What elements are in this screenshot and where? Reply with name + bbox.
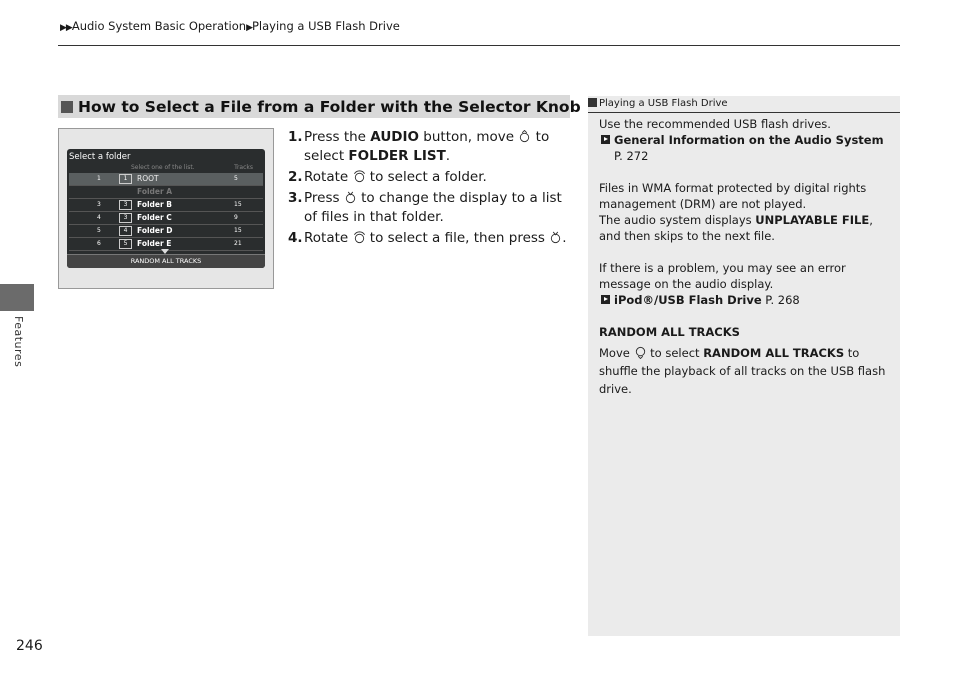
audio-button-label: AUDIO [370,129,419,145]
note-icon [588,98,597,107]
note-paragraph [599,344,894,398]
step-1 [288,128,573,166]
side-note-panel [588,96,900,636]
random-all-tracks-option[interactable]: RANDOM ALL TRACKS [67,254,265,268]
folder-row[interactable] [69,173,263,186]
folder-row-number: 6 [97,240,101,247]
section-tab [0,284,34,311]
reference-page: P. 268 [761,293,800,307]
folder-icon: 5 [119,239,132,249]
screen-illustration [58,128,274,289]
section-tab-label: Features [12,316,25,368]
step-3 [288,189,573,227]
section-heading [58,95,581,118]
folder-row[interactable] [69,199,263,212]
folder-icon: 3 [119,213,132,223]
folder-row[interactable] [69,186,263,199]
step-text: to select a folder. [365,169,487,185]
folder-row-count: 15 [234,227,242,234]
folder-row-number: 5 [97,227,101,234]
reference-title: iPod®/USB Flash Drive [614,293,762,307]
folder-row-number: 1 [97,175,101,182]
heading-square-icon [61,101,73,113]
step-4 [288,229,573,248]
folder-row[interactable] [69,212,263,225]
folder-icon: 3 [119,200,132,210]
step-text: Press [304,190,344,206]
note-subheading: RANDOM ALL TRACKS [599,325,740,339]
step-text: Press the [304,129,371,145]
knob-move-down-icon [634,346,647,359]
side-note-header [588,96,900,113]
folder-row-count: 15 [234,201,242,208]
cross-reference-link[interactable] [599,292,894,308]
note-text: Move [599,346,634,360]
note-text: to shuffle the playback of all tracks on the USB flash drive. [599,346,886,396]
reference-page: P. 272 [614,149,649,163]
knob-press-icon [344,191,357,204]
folder-icon: 4 [119,226,132,236]
display-title: Select a folder [69,152,131,162]
page-number: 246 [16,638,43,654]
folder-row-name: ROOT [137,174,159,183]
breadcrumb-page[interactable]: Playing a USB Flash Drive [251,19,400,33]
folder-row[interactable] [69,225,263,238]
breadcrumb-arrows: ▶▶ [60,23,72,33]
cross-reference-link[interactable] [599,132,894,164]
breadcrumb-section[interactable]: Audio System Basic Operation [71,19,247,33]
step-number: 3. [288,190,303,206]
breadcrumb [60,19,400,33]
step-text: Rotate [304,230,353,246]
side-note-body [599,116,894,398]
step-text: . [562,230,567,246]
step-text: . [445,148,451,164]
reference-arrow-icon [601,135,610,144]
reference-arrow-icon [601,295,610,304]
folder-row-name: Folder E [137,239,172,248]
note-paragraph: Use the recommended USB flash drives. [599,117,831,131]
note-paragraph: Files in WMA format protected by digital rights management (DRM) are not played. [599,181,867,211]
note-paragraph [599,212,894,244]
folder-icon: 1 [119,174,132,184]
note-text: to select [646,346,704,360]
folder-row-name: Folder D [137,226,173,235]
display-header-right: Tracks [234,164,253,171]
folder-row-name: Folder C [137,213,172,222]
step-2 [288,168,573,187]
folder-row-number: 4 [97,214,101,221]
folder-row-name: Folder A [137,187,173,196]
step-text: to select [304,129,550,164]
folder-row-number: 3 [97,201,101,208]
audio-display [67,149,265,268]
knob-rotate-icon [353,231,366,244]
unplayable-file-label: UNPLAYABLE FILE [755,213,870,227]
breadcrumb-separator: ▶ [246,23,252,33]
note-text: , and then skips to the next file. [599,213,873,243]
instruction-steps [288,128,573,250]
section-heading-text: How to Select a File from a Folder with the Selector Knob [78,97,581,116]
folder-list [69,173,263,251]
note-text: The audio system displays [599,213,756,227]
step-number: 2. [288,169,303,185]
side-note-title: Playing a USB Flash Drive [599,98,728,109]
header-rule [58,45,900,46]
knob-press-icon [549,231,562,244]
folder-row-count: 5 [234,175,238,182]
note-paragraph: If there is a problem, you may see an error message on the audio display. [599,261,846,291]
knob-move-up-icon [518,130,531,143]
display-header [67,164,265,173]
reference-title: General Information on the Audio System [614,133,884,147]
step-number: 1. [288,129,303,145]
random-all-tracks-label: RANDOM ALL TRACKS [703,346,845,360]
folder-row-name: Folder B [137,200,173,209]
step-text: to select a file, then press [365,230,550,246]
step-number: 4. [288,230,303,246]
knob-rotate-icon [353,170,366,183]
step-text: button, move [418,129,519,145]
folder-row-count: 9 [234,214,238,221]
step-text: to change the display to a list of files in that folder. [304,190,562,225]
display-header-left: Select one of the list. [131,164,195,171]
folder-row-count: 21 [234,240,242,247]
step-text: Rotate [304,169,353,185]
folder-list-label: FOLDER LIST [348,148,446,164]
